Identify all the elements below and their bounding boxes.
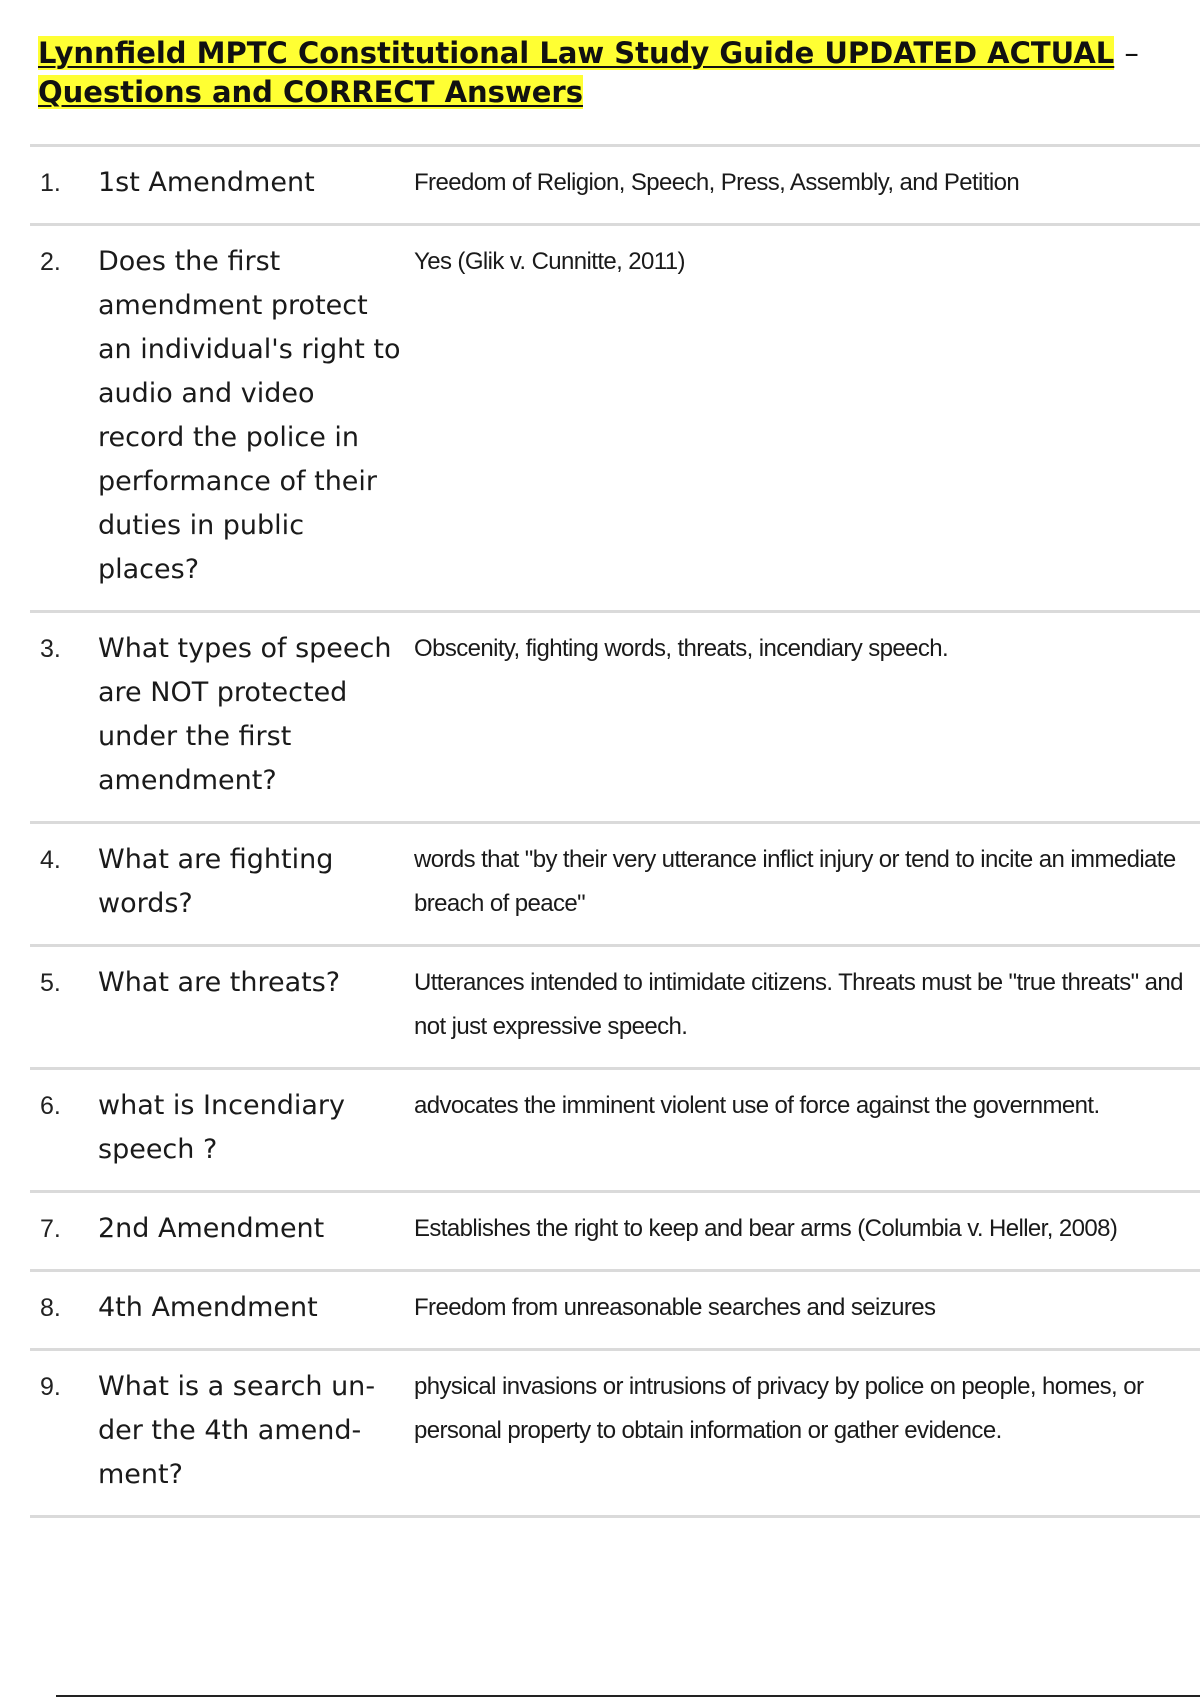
title-dash: –	[1124, 36, 1139, 70]
card-term: what is Incendiary speech ?	[98, 1090, 345, 1165]
card-definition: Establishes the right to keep and bear arms (Columbia v. Heller, 2008)	[414, 1215, 1118, 1242]
card-number: 2.	[40, 248, 61, 276]
title-line-1: Lynnfield MPTC Constitutional Law Study Guide UPDATED ACTUAL	[38, 36, 1115, 70]
card-definition: Yes (Glik v. Cunnitte, 2011)	[414, 248, 685, 275]
card-number: 4.	[40, 846, 61, 874]
card-number: 8.	[40, 1294, 61, 1322]
card-term: What types of speech are NOT protected under the first amendment?	[98, 633, 392, 796]
card-definition: words that "by their very utterance inflict injury or tend to incite an immediate breach of peace"	[414, 846, 1176, 917]
card-term: What is a search under the 4th amendment?	[98, 1371, 376, 1490]
title-line-2: Questions and CORRECT Answers	[38, 75, 583, 109]
card-definition: Freedom of Religion, Speech, Press, Assembly, and Petition	[414, 169, 1020, 196]
flashcard-row	[30, 147, 1200, 226]
flashcard-list	[30, 144, 1200, 1518]
flashcard-row	[30, 1193, 1200, 1272]
flashcard-row	[30, 613, 1200, 824]
card-definition: Obscenity, fighting words, threats, incendiary speech.	[414, 635, 949, 662]
card-definition: advocates the imminent violent use of force against the government.	[414, 1092, 1100, 1119]
card-term: 2nd Amendment	[98, 1213, 325, 1244]
card-term: What are threats?	[98, 967, 341, 998]
flashcard-row	[30, 824, 1200, 947]
card-number: 1.	[40, 169, 61, 197]
card-term: 4th Amendment	[98, 1292, 318, 1323]
document-title	[38, 34, 1158, 112]
card-number: 5.	[40, 969, 61, 997]
flashcard-row	[30, 1070, 1200, 1193]
card-number: 3.	[40, 635, 61, 663]
card-definition: physical invasions or intrusions of privacy by police on people, homes, or personal property to obtain information or gather evidence.	[414, 1373, 1144, 1444]
card-number: 7.	[40, 1215, 61, 1243]
card-definition: Freedom from unreasonable searches and seizures	[414, 1294, 936, 1321]
card-number: 6.	[40, 1092, 61, 1120]
card-number: 9.	[40, 1373, 61, 1401]
flashcard-row	[30, 1272, 1200, 1351]
card-term: What are fighting words?	[98, 844, 334, 919]
card-term: Does the first amendment protect an individual's right to audio and video record the police in performance of their duties in public places?	[98, 246, 401, 585]
flashcard-row	[30, 1351, 1200, 1518]
flashcard-row	[30, 226, 1200, 613]
footer-divider	[56, 1695, 1200, 1697]
card-definition: Utterances intended to intimidate citizens. Threats must be "true threats" and not just expressive speech.	[414, 969, 1183, 1040]
card-term: 1st Amendment	[98, 167, 315, 198]
flashcard-row	[30, 947, 1200, 1070]
